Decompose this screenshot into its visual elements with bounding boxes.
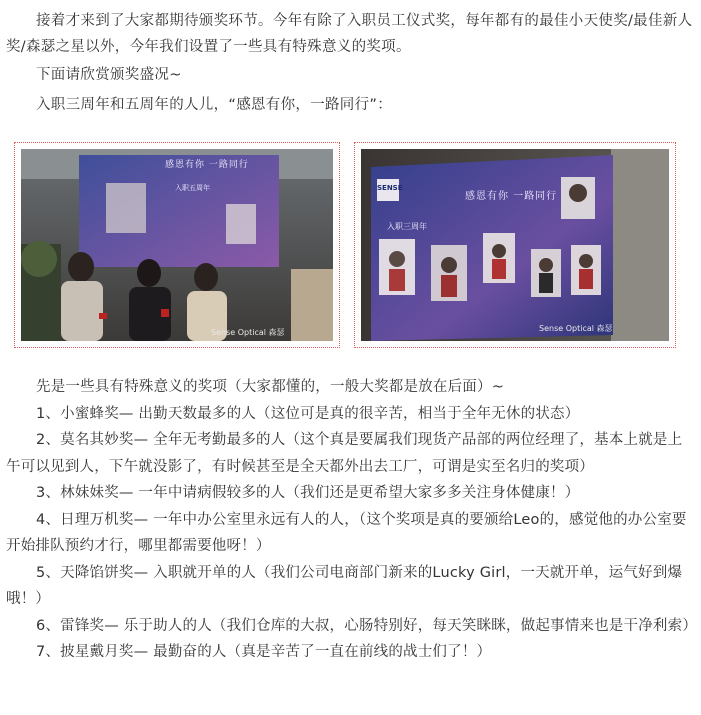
award-item: 7、披星戴月奖— 最勤奋的人（真是辛苦了一直在前线的战士们了！） <box>36 644 492 660</box>
photo-frame-right <box>354 142 676 348</box>
award-item: 1、小蜜蜂奖— 出勤天数最多的人（这位可是真的很辛苦，相当于全年无休的状态） <box>36 405 580 422</box>
slide-subtitle-left: 入职五周年 <box>175 184 210 192</box>
award-item: 4、日理万机奖— 一年中办公室里永远有人的人，（这个奖项是真的要颁给Leo的，感觉他的办公室要开始排队预约才行，哪里都需要他呀！） <box>6 511 687 554</box>
watermark-left: Sense Optical 森瑟 <box>211 328 285 337</box>
award-item: 5、天降馅饼奖— 入职就开单的人（我们公司电商部门新来的Lucky Girl，一天就开单，运气好到爆哦！） <box>6 564 683 607</box>
award-item: 2、莫名其妙奖— 全年无考勤最多的人（这个真是要属我们现货产品部的两位经理了，基本上就是上午可以见到人，下午就没影了，有时候甚至是全天都外出去工厂，可谓是实至名归的奖项） <box>6 432 683 475</box>
photo-frame-left <box>14 142 340 348</box>
watermark-right: Sense Optical 森瑟 <box>539 324 613 333</box>
awards-section <box>6 374 698 666</box>
slide-title-left: 感恩有你 一路同行 <box>165 160 249 170</box>
intro-paragraph: 接着才来到了大家都期待颁奖环节。今年有除了入职员工仪式奖，每年都有的最佳小天使奖/最佳新人奖/森瑟之星以外，今年我们设置了一些具有特殊意义的奖项。 <box>6 13 693 55</box>
photo-row <box>14 142 676 350</box>
award-item: 6、雷锋奖— 乐于助人的人（我们仓库的大叔，心肠特别好，每天笑眯眯，做起事情来也是干净利索） <box>36 617 698 634</box>
ceremony-photo-left-image <box>21 149 333 341</box>
slide-logo: SENSE <box>377 184 403 192</box>
award-item: 3、林妹妹奖— 一年中请病假较多的人（我们还是更希望大家多多关注身体健康！） <box>36 485 580 501</box>
awards-intro: 先是一些具有特殊意义的奖项（大家都懂的，一般大奖都是放在后面）~ <box>36 379 505 395</box>
ceremony-photo-right-image <box>361 149 669 341</box>
ceremony-photo-right <box>361 149 669 341</box>
lead-in-text: 下面请欣赏颁奖盛况~ <box>36 67 182 83</box>
anniversary-line: 入职三周年和五周年的人儿，“感恩有你，一路同行”： <box>36 97 393 113</box>
slide-subtitle-right: 入职三周年 <box>387 222 427 231</box>
slide-title-right: 感恩有你 一路同行 <box>465 191 558 202</box>
ceremony-photo-left <box>21 149 333 341</box>
